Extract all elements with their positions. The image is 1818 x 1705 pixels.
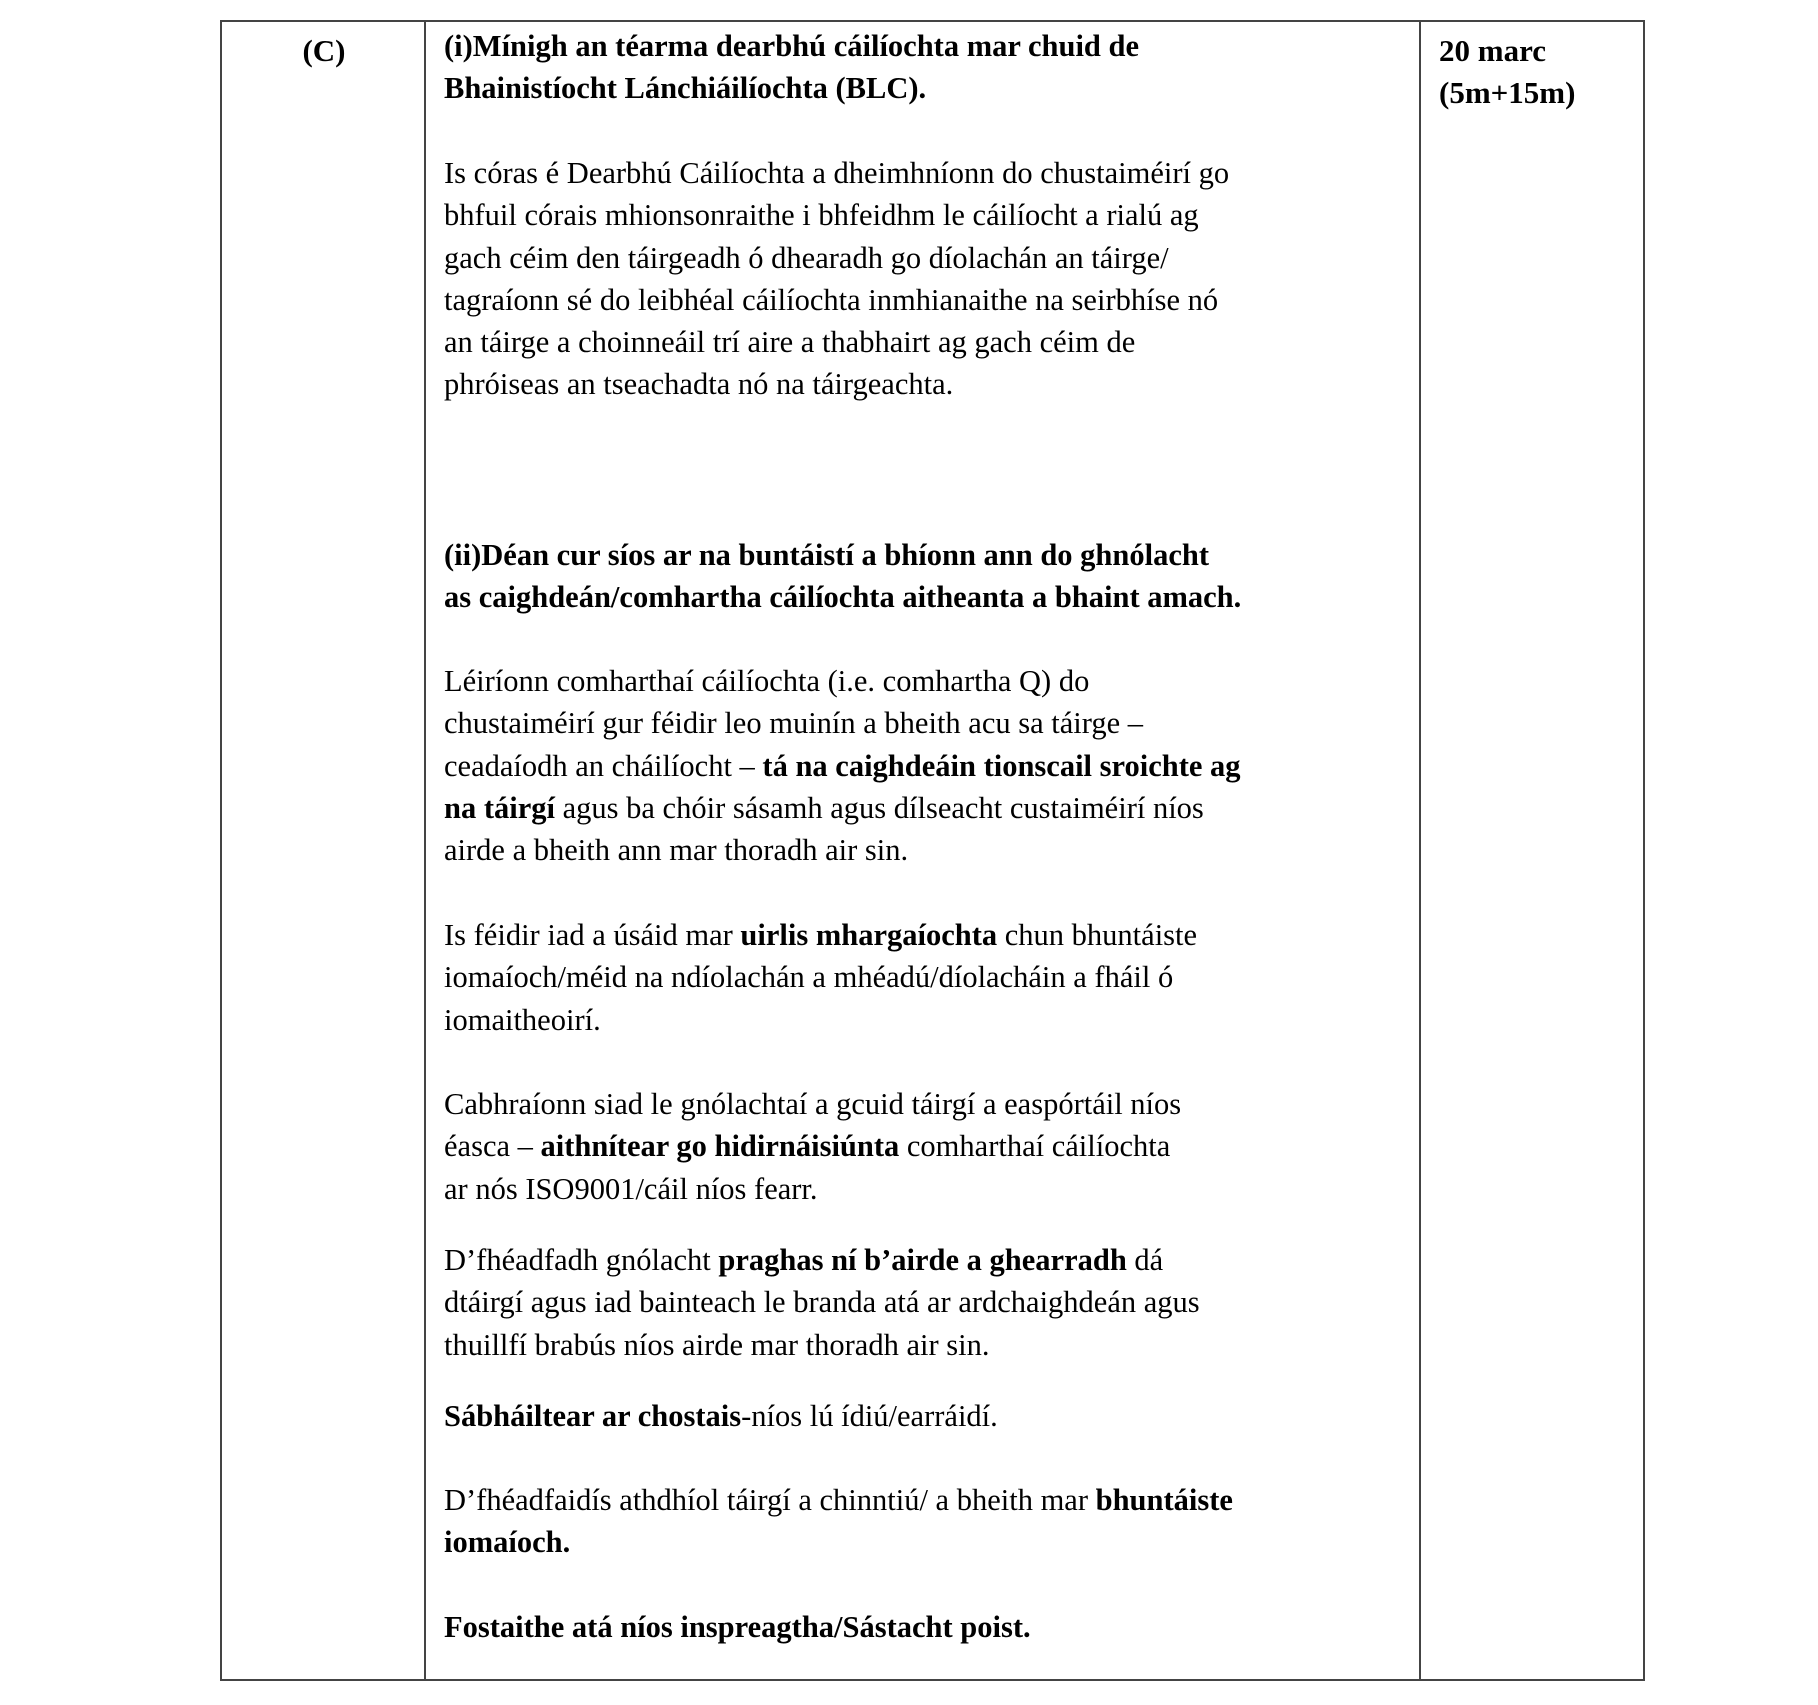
text-line xyxy=(444,1125,1419,1167)
text-line: iomaitheoirí. xyxy=(444,1002,601,1037)
text-line xyxy=(444,1395,1419,1437)
text-line: iomaíoch/méid na ndíolachán a mhéadú/díolacháin a fháil ó xyxy=(444,960,1174,995)
text-span: D’fhéadfaidís athdhíol táirgí a chinntiú/ a bheith mar xyxy=(444,1483,1096,1517)
answer-line: phróiseas an tseachadta nó na táirgeachta. xyxy=(444,367,954,402)
part-i-answer xyxy=(444,152,1419,406)
marks-total: 20 marc xyxy=(1439,33,1547,68)
answer-line: gach céim den táirgeadh ó dhearadh go díolachán an táirge/ xyxy=(444,240,1169,275)
text-span: chun bhuntáiste xyxy=(997,918,1198,952)
text-span: dá xyxy=(1126,1243,1164,1277)
bold-text: praghas ní b’airde a ghearradh xyxy=(718,1243,1127,1277)
heading-line: (ii)Déan cur síos ar na buntáistí a bhíonn ann do ghnólacht xyxy=(444,538,1209,572)
marking-scheme-table xyxy=(220,20,1645,1681)
column-divider xyxy=(424,22,426,1679)
marks-column xyxy=(1439,30,1575,114)
text-line: Cabhraíonn siad le gnólachtaí a gcuid táirgí a easpórtáil níos xyxy=(444,1087,1182,1121)
column-divider xyxy=(1419,22,1421,1679)
text-span: -níos lú ídiú/earráidí. xyxy=(741,1399,998,1433)
bold-text: aithnítear go hidirnáisiúnta xyxy=(540,1129,900,1164)
text-line: thuillfí brabús níos airde mar thoradh air sin. xyxy=(444,1327,990,1362)
answer-line: bhfuil córais mhionsonraithe i bhfeidhm le cáilíocht a rialú ag xyxy=(444,198,1199,233)
heading-line: as caighdeán/comhartha cáilíochta aitheanta a bhaint amach. xyxy=(444,580,1242,615)
text-line: chustaiméirí gur féidir leo muinín a bheith acu sa táirge – xyxy=(444,706,1144,741)
benefit-paragraph-6 xyxy=(444,1479,1419,1564)
bold-text: tá na caighdeáin tionscail sroichte ag xyxy=(762,748,1241,783)
text-line: airde a bheith ann mar thoradh air sin. xyxy=(444,833,909,868)
answer-line: tagraíonn sé do leibhéal cáilíochta inmhianaithe na seirbhíse nó xyxy=(444,282,1219,317)
text-line: Fostaithe atá níos inspreagtha/Sástacht poist. xyxy=(444,1610,1031,1644)
text-line xyxy=(444,787,1419,829)
text-span: agus ba chóir sásamh agus dílseacht custaiméirí níos xyxy=(554,790,1204,825)
text-line: Léiríonn comharthaí cáilíochta (i.e. comhartha Q) do xyxy=(444,664,1090,698)
benefit-paragraph-1 xyxy=(444,660,1419,871)
part-i-heading xyxy=(444,25,1419,110)
benefit-paragraph-3 xyxy=(444,1083,1419,1210)
bold-text: uirlis mhargaíochta xyxy=(740,918,998,952)
text-span: éasca – xyxy=(444,1129,541,1164)
benefit-paragraph-2 xyxy=(444,914,1419,1041)
text-span: comharthaí cáilíochta xyxy=(899,1129,1171,1164)
answer-line: Is córas é Dearbhú Cáilíochta a dheimhníonn do chustaiméirí go xyxy=(444,156,1230,190)
heading-line: Bhainistíocht Lánchiáilíochta (BLC). xyxy=(444,71,927,106)
benefit-paragraph-4 xyxy=(444,1239,1419,1366)
text-line xyxy=(444,1239,1419,1281)
bold-text: Sábháiltear ar chostais xyxy=(444,1399,742,1433)
text-line xyxy=(444,1479,1419,1521)
marks-breakdown: (5m+15m) xyxy=(1439,75,1576,110)
part-ii-heading xyxy=(444,534,1419,619)
heading-line: (i)Mínigh an téarma dearbhú cáilíochta mar chuid de xyxy=(444,29,1140,63)
answer-line: an táirge a choinneáil trí aire a thabhairt ag gach céim de xyxy=(444,325,1136,360)
bold-text: bhuntáiste xyxy=(1095,1483,1233,1517)
bold-text: na táirgí xyxy=(444,790,555,825)
text-line xyxy=(444,914,1419,956)
bold-text: iomaíoch. xyxy=(444,1525,571,1560)
text-span: D’fhéadfadh gnólacht xyxy=(444,1243,719,1277)
benefit-paragraph-7 xyxy=(444,1606,1419,1648)
text-line: ar nós ISO9001/cáil níos fearr. xyxy=(444,1171,818,1206)
text-span: Is féidir iad a úsáid mar xyxy=(444,918,741,952)
answer-column xyxy=(444,22,1419,1679)
text-line xyxy=(444,745,1419,787)
text-line: dtáirgí agus iad bainteach le branda atá ar ardchaighdeán agus xyxy=(444,1285,1200,1320)
text-span: ceadaíodh an cháilíocht – xyxy=(444,748,763,783)
benefit-paragraph-5 xyxy=(444,1395,1419,1437)
question-label: (C) xyxy=(302,33,346,68)
